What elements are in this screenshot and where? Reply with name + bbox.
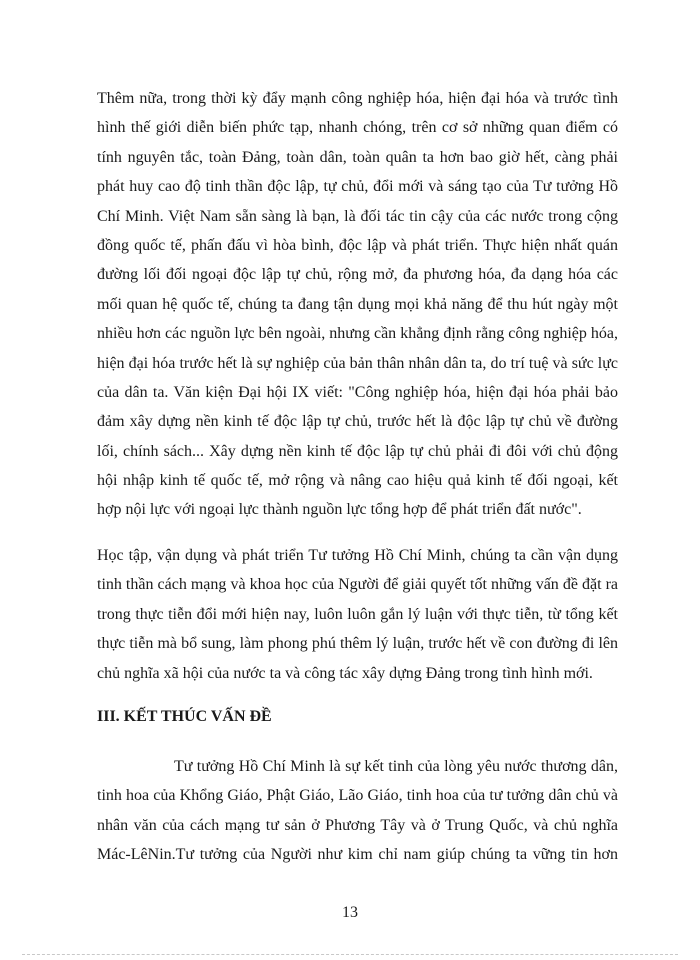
text-line: trong thực tiễn đổi mới hiện nay, luôn luôn gắn lý luận với thực tiễn, từ tổng kết [97, 605, 618, 623]
text-line: nhân văn của cách mạng tư sản ở Phương Tây và ở Trung Quốc, và chủ nghĩa [97, 816, 618, 834]
text-line: của dân ta. Văn kiện Đại hội IX viết: "Công nghiệp hóa, hiện đại hóa phải bảo [97, 383, 618, 401]
paragraph-industrialization [97, 84, 618, 525]
text-line: chủ nghĩa xã hội của nước ta và công tác xây dựng Đảng trong tình hình mới. [97, 664, 593, 682]
paragraph-applying-ideology [97, 541, 618, 688]
text-line: mối quan hệ quốc tế, chúng ta đang tận dụng mọi khả năng để thu hút ngày một [97, 295, 618, 313]
paragraph-conclusion [97, 752, 618, 870]
text-line: Học tập, vận dụng và phát triển Tư tưởng Hồ Chí Minh, chúng ta cần vận dụng [97, 547, 618, 564]
text-line: tinh hoa của Khổng Giáo, Phật Giáo, Lão Giáo, tinh hoa của tư tưởng dân chủ và [97, 787, 618, 805]
text-line: đồng quốc tế, phấn đấu vì hòa bình, độc lập và phát triển. Thực hiện nhất quán [97, 236, 618, 254]
text-line: Mác-LêNin.Tư tưởng của Người như kim chỉ nam giúp chúng ta vững tin hơn [97, 846, 618, 864]
text-line: nhiều hơn các nguồn lực bên ngoài, nhưng cần khẳng định rằng công nghiệp hóa, [97, 325, 618, 343]
page-number: 13 [342, 904, 358, 921]
text-line: tính nguyên tắc, toàn Đảng, toàn dân, toàn quân ta hơn bao giờ hết, càng phải [97, 148, 618, 166]
text-line: tinh thần cách mạng và khoa học của Người để giải quyết tốt những vấn đề đặt ra [97, 576, 618, 594]
text-line: hiện đại hóa trước hết là sự nghiệp của bản thân nhân dân ta, do trí tuệ và sức lực [97, 354, 618, 372]
text-line: hình thế giới diễn biến phức tạp, nhanh chóng, trên cơ sở những quan điểm có [97, 119, 618, 137]
text-line: đường lối đối ngoại độc lập tự chủ, rộng mở, đa phương hóa, đa dạng hóa các [97, 266, 618, 284]
text-line: Chí Minh. Việt Nam sẵn sàng là bạn, là đối tác tin cậy của các nước trong cộng [97, 207, 618, 225]
text-line: đảm xây dựng nền kinh tế độc lập tự chủ, trước hết là độc lập tự chủ về đường [97, 413, 618, 431]
text-line: hợp nội lực với ngoại lực thành nguồn lực tổng hợp để phát triển đất nước". [97, 501, 582, 519]
text-line: Thêm nữa, trong thời kỳ đẩy mạnh công nghiệp hóa, hiện đại hóa và trước tình [97, 90, 618, 107]
text-line: thực tiễn mà bổ sung, làm phong phú thêm lý luận, trước hết về con đường đi lên [97, 635, 618, 653]
page-border-divider [22, 954, 678, 955]
section-heading: III. KẾT THÚC VẤN ĐỀ [97, 708, 272, 725]
text-line: hội nhập kinh tế quốc tế, mở rộng và nâng cao hiệu quả kinh tế đối ngoại, kết [97, 472, 618, 490]
text-line: lối, chính sách... Xây dựng nền kinh tế độc lập tự chủ phải đi đôi với chủ động [97, 442, 618, 460]
text-line: Tư tưởng Hồ Chí Minh là sự kết tinh của lòng yêu nước thương dân, [174, 758, 618, 775]
text-line: phát huy cao độ tinh thần độc lập, tự chủ, đổi mới và sáng tạo của Tư tưởng Hồ [97, 178, 618, 196]
